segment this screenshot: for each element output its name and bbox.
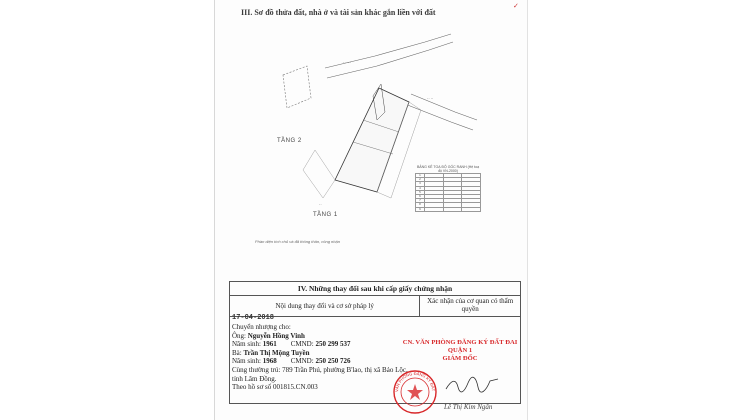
corner-mark: ✓ — [513, 2, 519, 10]
section4-title: IV. Những thay đổi sau khi cấp giấy chứng nhận — [230, 282, 520, 296]
person1-line: Ông: Nguyễn Hồng Vinh — [232, 331, 305, 340]
person2-details: Năm sinh: 1968 CMND: 250 250 726 — [232, 357, 351, 366]
neighbour-parcel-west — [303, 150, 335, 198]
person1-name: Nguyễn Hồng Vinh — [247, 331, 305, 340]
coordinate-point-number: 5 — [416, 190, 425, 194]
coordinate-row — [416, 207, 481, 211]
date-stamp: 17-04-2018 — [232, 314, 275, 322]
floor2-label: TẦNG 2 — [277, 138, 302, 144]
office-name: CN. VĂN PHÒNG ĐĂNG KÝ ĐẤT ĐAI QUẬN 1 GIÁM ĐỐC — [402, 339, 518, 362]
changes-table — [229, 281, 521, 411]
coordinate-table — [415, 165, 481, 212]
floor1-label: TẦNG 1 — [313, 212, 338, 218]
col-confirmation-header: Xác nhận của cơ quan có thẩm quyền — [427, 297, 514, 313]
coordinate-point-number: 1 — [416, 174, 425, 178]
col-change-content-header: Nội dung thay đổi và cơ sở pháp lý — [230, 296, 420, 316]
transfer-entry — [232, 323, 410, 392]
changes-table-body — [230, 314, 520, 411]
coordinate-point-number: 3 — [416, 182, 425, 186]
coordinate-cell — [462, 207, 481, 211]
coordinate-point-number: 6 — [416, 194, 425, 198]
svg-text:VĂN PHÒNG ĐĂNG KÝ ĐẤT ĐAI: VĂN PHÒNG ĐĂNG KÝ ĐẤT — [393, 370, 437, 393]
coordinate-point-number: 7 — [416, 199, 425, 203]
person1-details: Năm sinh: 1961 CMND: 250 299 537 — [232, 340, 351, 349]
address-line: Cùng thường trú: 789 Trần Phú, phường B'lao, thị xã Bảo Lộc, tỉnh Lâm Đồng. — [232, 365, 408, 383]
road-east — [411, 94, 477, 120]
diagram-note: Phần diện tích chủ và đã thông thân, công nhận — [255, 239, 340, 244]
transfer-label: Chuyển nhượng cho: — [232, 323, 291, 331]
parcel-note-3: ·· — [319, 202, 322, 207]
person2-line: Bà: Trần Thị Mộng Tuyền — [232, 348, 310, 357]
official-seal — [392, 369, 438, 415]
coordinate-point-number: 8 — [416, 203, 425, 207]
person2-name: Trần Thị Mộng Tuyền — [243, 348, 310, 357]
coordinate-table-title: BẢNG KÊ TOẠ ĐỘ GÓC RANH (Hệ toạ độ VN-2000) — [416, 165, 480, 173]
coordinate-grid — [415, 173, 481, 212]
parcel-note-1: ·· ··· — [343, 60, 351, 65]
coordinate-point-number: 9 — [416, 207, 425, 211]
coordinate-cell — [443, 207, 462, 211]
coordinate-point-number: 2 — [416, 178, 425, 182]
file-reference: Theo hồ sơ số 001815.CN.003 — [232, 383, 318, 392]
main-plot — [335, 88, 409, 192]
land-plot-diagram — [215, 20, 527, 250]
signature — [444, 375, 500, 395]
parcel-note-2: ·· ·· — [427, 96, 434, 101]
road-east-2 — [405, 104, 473, 130]
section3-title: III. Sơ đồ thửa đất, nhà ở và tài sản khác gắn liền với đất — [241, 8, 436, 17]
coordinate-point-number: 4 — [416, 186, 425, 190]
certificate-page — [214, 0, 528, 420]
signer-name: Lê Thị Kim Ngân — [444, 403, 493, 411]
coordinate-cell — [425, 207, 444, 211]
floor2-outline — [283, 66, 311, 108]
